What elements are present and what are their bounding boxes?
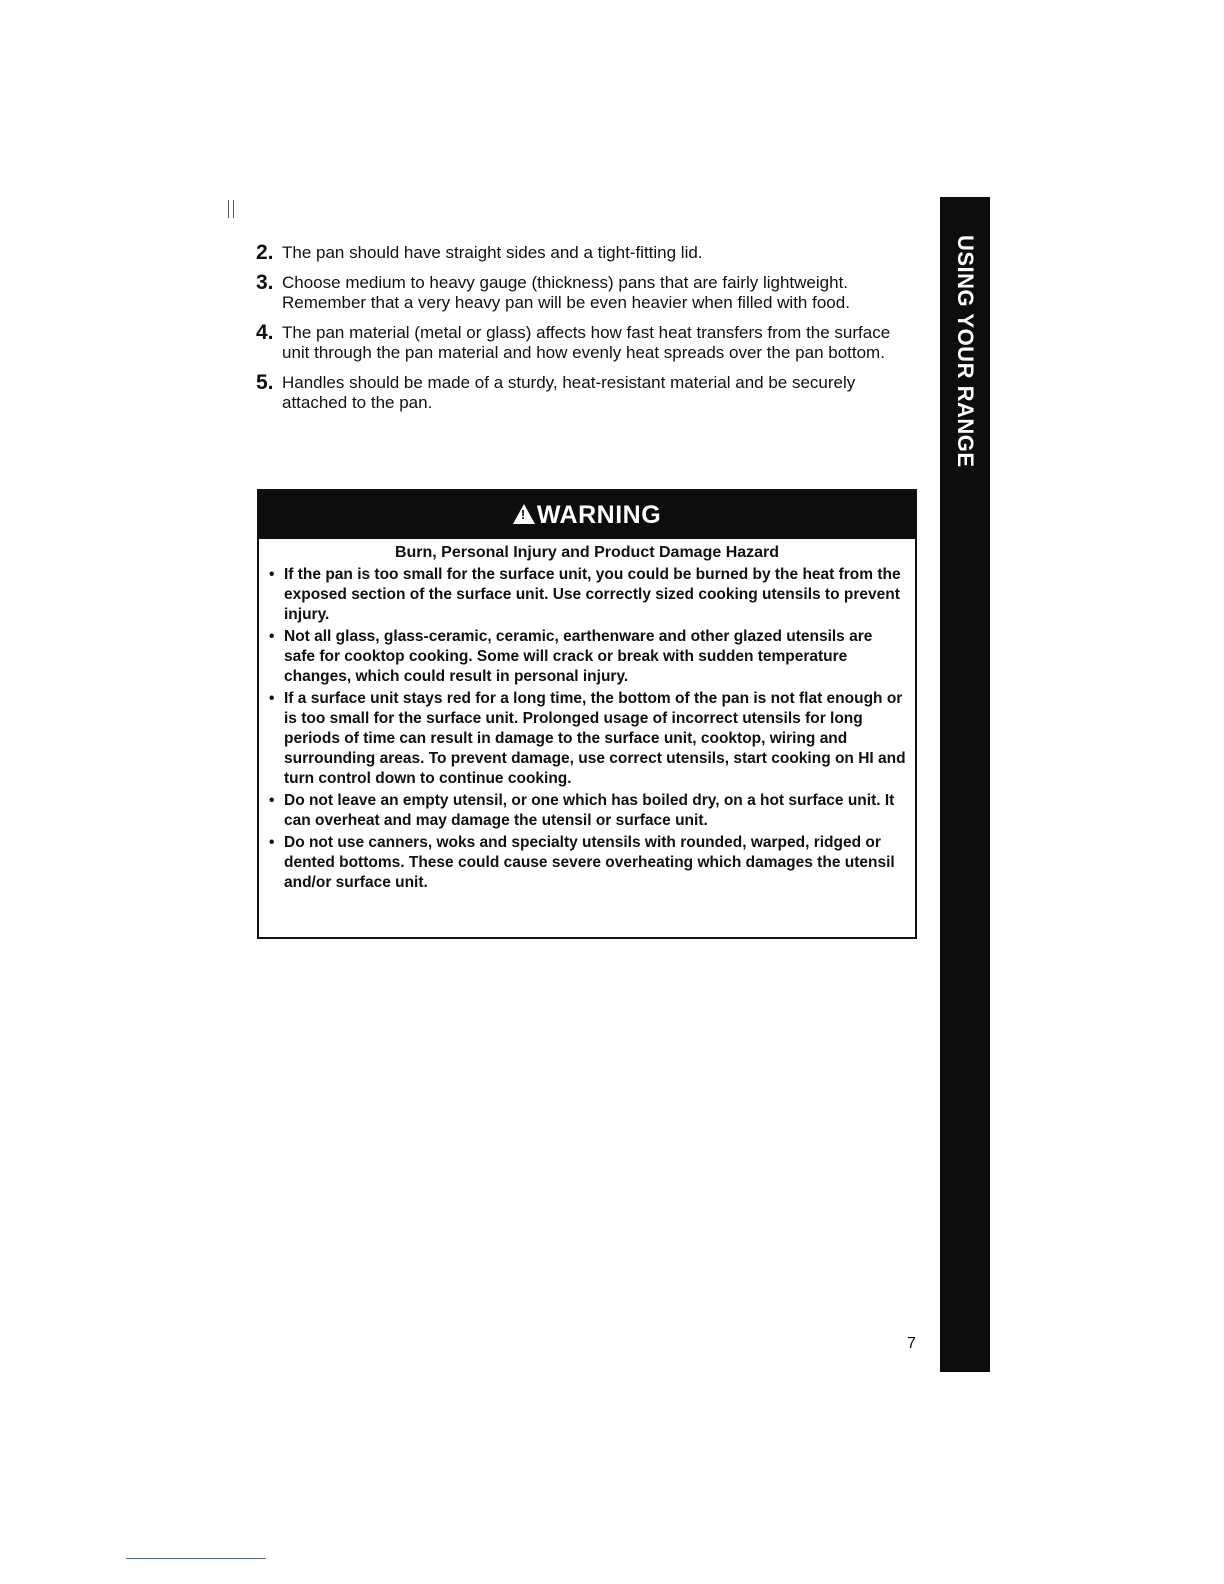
step-text: Choose medium to heavy gauge (thickness) pans that are fairly lightweight. Remember that a very heavy pan will be even heavier when filled with food. bbox=[282, 273, 850, 312]
warning-title: WARNING bbox=[536, 500, 662, 529]
section-side-tab: USING YOUR RANGE bbox=[940, 197, 990, 1372]
step-number: 4. bbox=[256, 321, 274, 344]
bullet-icon: • bbox=[269, 792, 275, 809]
step-item bbox=[256, 373, 906, 413]
bullet-icon: • bbox=[269, 834, 275, 851]
step-item bbox=[256, 243, 906, 263]
warning-item-text: Do not leave an empty utensil, or one which has boiled dry, on a hot surface unit. It can overheat and may damage the utensil or surface unit. bbox=[284, 792, 895, 829]
warning-item bbox=[269, 689, 907, 789]
step-text: Handles should be made of a sturdy, heat-resistant material and be securely attached to the pan. bbox=[282, 373, 856, 412]
warning-item-text: Do not use canners, woks and specialty utensils with rounded, warped, ridged or dented bottoms. These could cause severe overheating which damages the utensil and/or surface unit. bbox=[284, 834, 895, 891]
page-number: 7 bbox=[907, 1335, 916, 1352]
bullet-icon: • bbox=[269, 628, 275, 645]
warning-item-text: Not all glass, glass-ceramic, ceramic, earthenware and other glazed utensils are safe for cooktop cooking. Some will crack or break with sudden temperature changes, which could result in personal injury. bbox=[284, 628, 873, 685]
warning-item-text: If a surface unit stays red for a long time, the bottom of the pan is not flat enough or is too small for the surface unit. Prolonged usage of incorrect utensils for long periods of time can result in damage to the surface unit, cooktop, wiring and surrounding areas. To prevent damage, use correct utensils, start cooking on HI and turn control down to continue cooking. bbox=[284, 690, 906, 787]
warning-item bbox=[269, 791, 907, 831]
step-item bbox=[256, 323, 906, 363]
warning-item bbox=[269, 565, 907, 625]
hazard-title: Burn, Personal Injury and Product Damage Hazard bbox=[394, 544, 780, 561]
step-text: The pan material (metal or glass) affects how fast heat transfers from the surface unit through the pan material and how evenly heat spreads over the pan bottom. bbox=[282, 323, 891, 362]
warning-header bbox=[259, 491, 915, 539]
warning-box bbox=[257, 489, 917, 939]
footer-rule bbox=[126, 1558, 266, 1559]
bullet-icon: • bbox=[269, 566, 275, 583]
bullet-icon: • bbox=[269, 690, 275, 707]
step-number: 3. bbox=[256, 271, 274, 294]
warning-list bbox=[259, 565, 915, 893]
warning-triangle-icon bbox=[513, 504, 535, 524]
step-number: 2. bbox=[256, 241, 274, 264]
warning-item bbox=[269, 627, 907, 687]
step-number: 5. bbox=[256, 371, 274, 394]
margin-change-bars bbox=[228, 200, 234, 218]
step-text: The pan should have straight sides and a tight-fitting lid. bbox=[282, 243, 703, 262]
warning-item bbox=[269, 833, 907, 893]
warning-item-text: If the pan is too small for the surface unit, you could be burned by the heat from the exposed section of the surface unit. Use correctly sized cooking utensils to prevent injury. bbox=[284, 566, 901, 623]
step-item bbox=[256, 273, 906, 313]
instruction-steps bbox=[256, 243, 906, 423]
